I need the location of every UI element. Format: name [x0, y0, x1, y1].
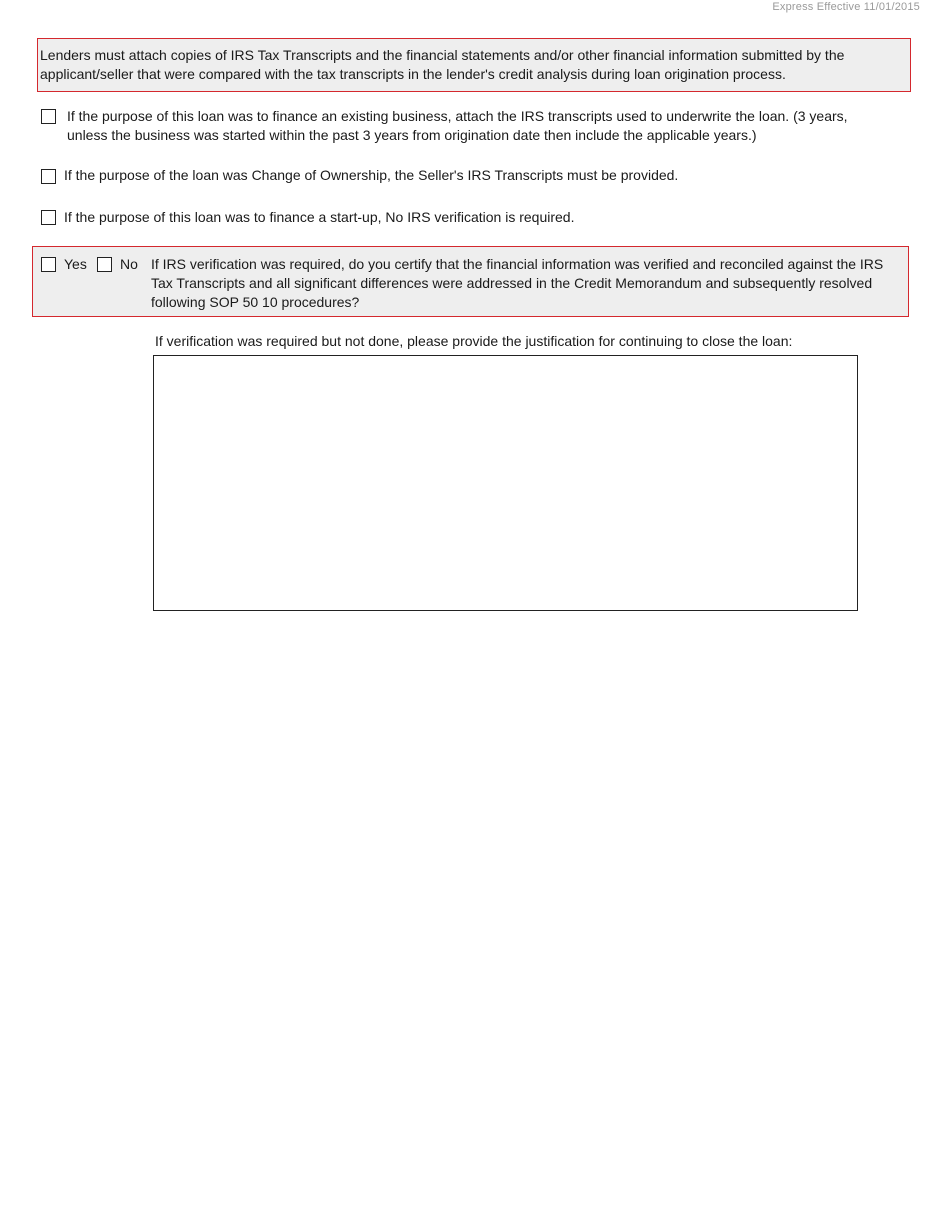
certify-yes-checkbox[interactable] [41, 257, 56, 272]
certify-question: If IRS verification was required, do you certify that the financial information was verified and reconciled against the IRS Tax Transcripts and all significant differences were addressed in the Credit Memorandum and subsequently resolved following SOP 50 10 procedures? [151, 256, 884, 310]
certify-no-checkbox[interactable] [97, 257, 112, 272]
transcript-notice: Lenders must attach copies of IRS Tax Transcripts and the financial statements and/or other financial information submitted by the applicant/seller that were compared with the tax transcripts in the lender's credit analysis during loan origination process. [37, 38, 911, 92]
justification-textarea[interactable] [153, 355, 858, 611]
existing-business-label-line1: If the purpose of this loan was to finance an existing business, attach the IRS transcripts used to underwrite the loan. (3 years, [67, 108, 848, 124]
existing-business-label-line2: unless the business was started within the past 3 years from origination date then include the applicable years.) [67, 127, 757, 143]
effective-date-note: Express Effective 11/01/2015 [772, 1, 920, 13]
existing-business-checkbox[interactable] [41, 109, 56, 124]
startup-label: If the purpose of this loan was to finance a start-up, No IRS verification is required. [64, 209, 575, 225]
certify-yes-label: Yes [64, 256, 87, 272]
change-of-ownership-checkbox[interactable] [41, 169, 56, 184]
change-of-ownership-label: If the purpose of the loan was Change of Ownership, the Seller's IRS Transcripts must be provided. [64, 167, 679, 183]
startup-checkbox[interactable] [41, 210, 56, 225]
justification-label: If verification was required but not done, please provide the justification for continuing to close the loan: [155, 333, 793, 349]
certification-section [32, 246, 909, 317]
certify-no-label: No [120, 256, 138, 272]
